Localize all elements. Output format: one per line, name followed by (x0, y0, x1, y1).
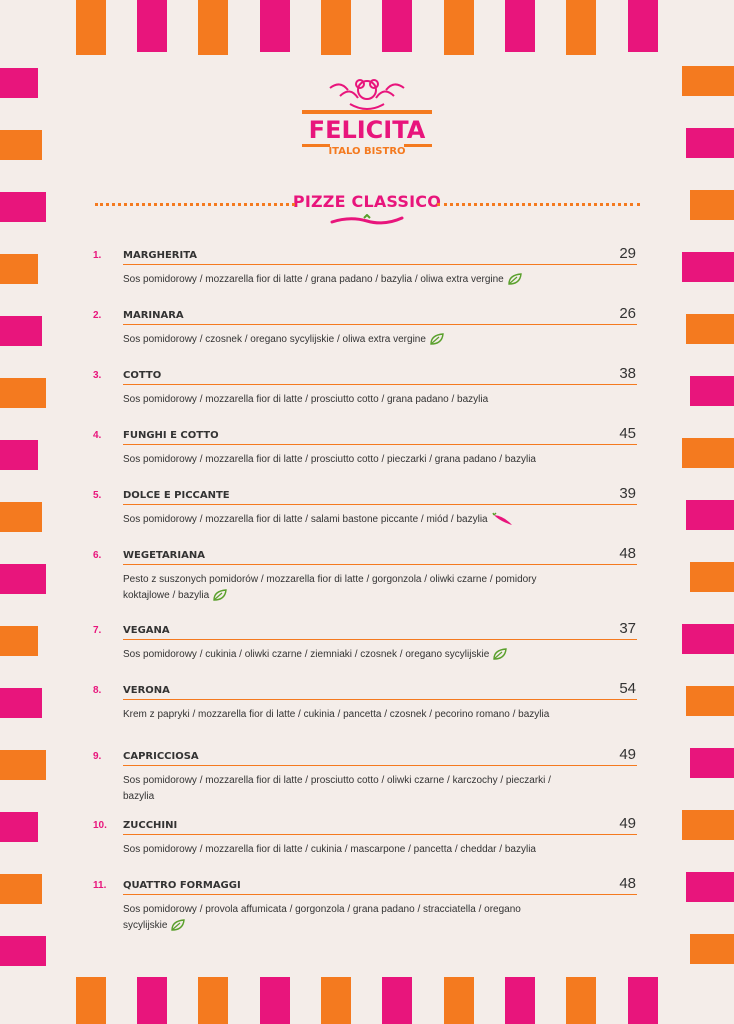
item-ingredients: Krem z papryki / mozzarella fior di latte / cukinia / pancetta / czosnek / pecorino romano / bazylia (123, 709, 550, 720)
border-stripe (198, 0, 228, 55)
item-ingredients: Sos pomidorowy / cukinia / oliwki czarne / ziemniaki / czosnek / oregano sycylijskie (123, 649, 490, 660)
item-divider (123, 765, 637, 766)
item-name: WEGETARIANA (123, 550, 205, 561)
border-stripe (260, 977, 290, 1024)
item-description (123, 707, 563, 723)
item-ingredients: Sos pomidorowy / mozzarella fior di latte / grana padano / bazylia / oliwa extra vergine (123, 274, 504, 285)
border-stripe (382, 0, 412, 52)
border-stripe (690, 376, 734, 406)
item-description (123, 902, 563, 934)
item-number: 9. (93, 751, 102, 762)
border-stripe (0, 502, 42, 532)
item-name: VEGANA (123, 625, 170, 636)
border-stripe (682, 810, 734, 840)
border-stripe (682, 438, 734, 468)
item-price: 54 (619, 680, 636, 697)
item-price: 39 (619, 485, 636, 502)
item-ingredients: Sos pomidorowy / mozzarella fior di latte / salami bastone piccante / miód / bazylia (123, 514, 488, 525)
item-description (123, 392, 563, 408)
dotted-divider-left (95, 203, 295, 206)
item-number: 5. (93, 490, 102, 501)
cherub-logo-icon (300, 76, 434, 162)
item-price: 49 (619, 746, 636, 763)
leaf-icon (171, 919, 185, 931)
item-number: 10. (93, 820, 107, 831)
item-description (123, 452, 563, 468)
chili-swash-icon (330, 214, 404, 228)
border-stripe (0, 750, 46, 780)
item-number: 2. (93, 310, 102, 321)
brand-name: FELICITA (308, 116, 426, 144)
border-stripe (0, 626, 38, 656)
item-price: 29 (619, 245, 636, 262)
item-description (123, 272, 563, 288)
item-name: MARINARA (123, 310, 184, 321)
border-stripe (76, 0, 106, 55)
border-stripe (505, 977, 535, 1024)
leaf-icon (430, 333, 444, 345)
item-number: 11. (93, 880, 107, 891)
border-stripe (0, 316, 42, 346)
border-stripe (444, 977, 474, 1024)
border-stripe (0, 812, 38, 842)
item-price: 48 (619, 545, 636, 562)
border-stripe (198, 977, 228, 1024)
item-description (123, 332, 563, 348)
item-divider (123, 894, 637, 895)
border-stripe (690, 562, 734, 592)
item-ingredients: Sos pomidorowy / provola affumicata / gorgonzola / grana padano / stracciatella / oregano sycylijskie (123, 904, 521, 931)
item-ingredients: Sos pomidorowy / czosnek / oregano sycylijskie / oliwa extra vergine (123, 334, 426, 345)
item-price: 37 (619, 620, 636, 637)
item-divider (123, 264, 637, 265)
border-stripe (0, 440, 38, 470)
border-stripe (260, 0, 290, 52)
border-stripe (0, 130, 42, 160)
item-number: 1. (93, 250, 102, 261)
item-ingredients: Sos pomidorowy / mozzarella fior di latte / cukinia / mascarpone / pancetta / cheddar / bazylia (123, 844, 536, 855)
item-number: 8. (93, 685, 102, 696)
border-stripe (682, 624, 734, 654)
item-name: DOLCE E PICCANTE (123, 490, 230, 501)
felicita-logo (300, 76, 434, 162)
leaf-icon (508, 273, 522, 285)
border-stripe (0, 564, 46, 594)
border-stripe (690, 934, 734, 964)
border-stripe (444, 0, 474, 55)
brand-tagline: ITALO BISTRO (328, 146, 406, 157)
item-ingredients: Sos pomidorowy / mozzarella fior di latte / prosciutto cotto / oliwki czarne / karczochy / pieczarki / bazylia (123, 775, 551, 802)
border-stripe (137, 977, 167, 1024)
border-stripe (0, 874, 42, 904)
item-number: 7. (93, 625, 102, 636)
border-stripe (0, 378, 46, 408)
border-stripe (690, 748, 734, 778)
border-stripe (682, 252, 734, 282)
border-stripe (321, 0, 351, 55)
border-stripe (76, 977, 106, 1024)
item-price: 49 (619, 815, 636, 832)
border-stripe (686, 314, 734, 344)
item-name: FUNGHI E COTTO (123, 430, 219, 441)
border-stripe (566, 977, 596, 1024)
item-divider (123, 834, 637, 835)
item-ingredients: Sos pomidorowy / mozzarella fior di latte / prosciutto cotto / pieczarki / grana padano / bazylia (123, 454, 536, 465)
border-stripe (0, 936, 46, 966)
item-number: 3. (93, 370, 102, 381)
item-description (123, 647, 563, 663)
border-stripe (682, 66, 734, 96)
dotted-divider-right (437, 203, 640, 206)
item-divider (123, 444, 637, 445)
leaf-icon (493, 648, 507, 660)
item-divider (123, 639, 637, 640)
border-stripe (321, 977, 351, 1024)
border-stripe (0, 68, 38, 98)
border-stripe (0, 254, 38, 284)
item-divider (123, 504, 637, 505)
item-number: 4. (93, 430, 102, 441)
border-stripe (566, 0, 596, 55)
item-description (123, 773, 563, 805)
border-stripe (382, 977, 412, 1024)
border-stripe (628, 0, 658, 52)
item-description (123, 572, 563, 604)
border-stripe (686, 500, 734, 530)
item-name: CAPRICCIOSA (123, 751, 199, 762)
border-stripe (686, 686, 734, 716)
item-name: MARGHERITA (123, 250, 198, 261)
section-title: PIZZE CLASSICO (292, 192, 442, 211)
item-divider (123, 699, 637, 700)
item-divider (123, 324, 637, 325)
leaf-icon (213, 589, 227, 601)
item-divider (123, 384, 637, 385)
item-name: VERONA (123, 685, 170, 696)
border-stripe (686, 872, 734, 902)
item-ingredients: Sos pomidorowy / mozzarella fior di latte / prosciutto cotto / grana padano / bazylia (123, 394, 489, 405)
item-name: COTTO (123, 370, 162, 381)
border-stripe (628, 977, 658, 1024)
item-number: 6. (93, 550, 102, 561)
item-ingredients: Pesto z suszonych pomidorów / mozzarella fior di latte / gorgonzola / oliwki czarne / pomidory koktajlowe / bazylia (123, 574, 537, 601)
item-price: 26 (619, 305, 636, 322)
item-description (123, 842, 563, 858)
item-description (123, 512, 563, 528)
item-name: QUATTRO FORMAGGI (123, 880, 241, 891)
border-stripe (137, 0, 167, 52)
item-divider (123, 564, 637, 565)
item-price: 45 (619, 425, 636, 442)
border-stripe (0, 688, 42, 718)
item-price: 48 (619, 875, 636, 892)
chili-icon (492, 512, 514, 526)
item-price: 38 (619, 365, 636, 382)
section-header (0, 192, 734, 212)
item-name: ZUCCHINI (123, 820, 178, 831)
border-stripe (686, 128, 734, 158)
border-stripe (505, 0, 535, 52)
